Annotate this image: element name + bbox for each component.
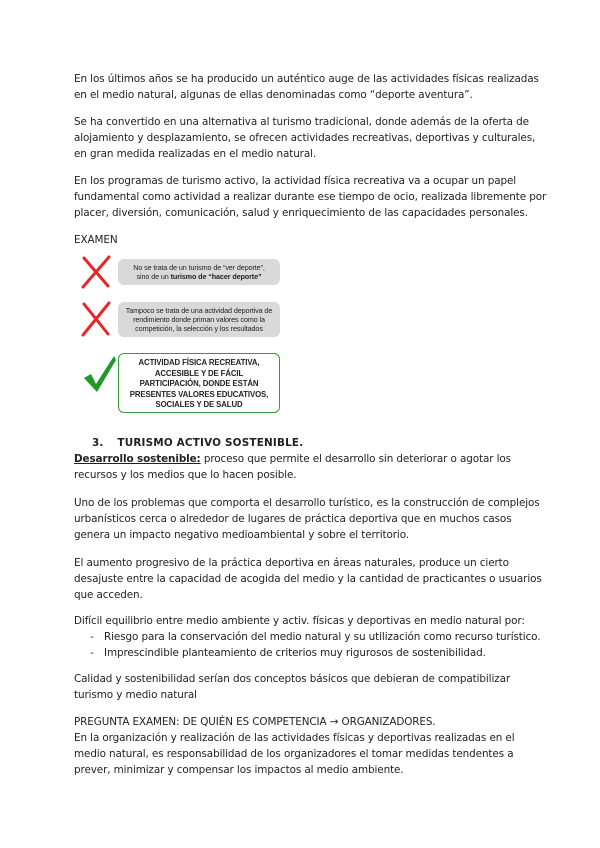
paragraph-alternative: Se ha convertido en una alternativa al turismo tradicional, donde además de la oferta de alojamiento y desplazamiento, se ofrecen actividades recreativas, deportivas y culturales, en gran medida realizadas en el medio natural. xyxy=(74,116,536,160)
list-item: - Imprescindible planteamiento de criterios muy rigurosos de sostenibilidad. xyxy=(74,645,549,661)
wrong-answer-box-1 xyxy=(118,259,280,285)
wrong-text-1c: turismo de “hacer deporte” xyxy=(170,272,262,281)
paragraph-definition xyxy=(74,451,549,483)
paragraph-organizers: En la organización y realización de las actividades físicas y deportivas realizadas en el medio natural, es responsabilidad de los organizadores el tomar medidas tendentes a prever, minimizar y compensar los impactos al medio ambiente. xyxy=(74,732,515,776)
paragraph-balance: Difícil equilibrio entre medio ambiente y activ. físicas y deportivas en medio natural por: xyxy=(74,615,525,627)
cross-icon xyxy=(80,300,112,338)
definition-term: Desarrollo sostenible: xyxy=(74,453,201,465)
paragraph-quality: Calidad y sostenibilidad serían dos conceptos básicos que debieran de compatibilizar turismo y medio natural xyxy=(74,673,511,701)
paragraph-increase: El aumento progresivo de la práctica deportiva en áreas naturales, produce un cierto desajuste entre la capacidad de acogida del medio y la cantidad de practicantes o usuarios que acceden. xyxy=(74,557,542,601)
examen-label: EXAMEN xyxy=(74,234,118,246)
definition-text: proceso que permite el desarrollo sin deteriorar o agotar los recursos y los medios que lo hacen posible. xyxy=(74,453,511,481)
cross-icon xyxy=(80,254,112,290)
wrong-answer-box-2: Tampoco se trata de una actividad deportiva de rendimiento donde priman valores como la competición, la selección y los resultados xyxy=(118,302,280,337)
correct-answer-box: ACTIVIDAD FÍSICA RECREATIVA, ACCESIBLE Y DE FÁCIL PARTICIPACIÓN, DONDE ESTÁN PRESENTES VALORES EDUCATIVOS, SOCIALES Y DE SALUD xyxy=(118,353,280,413)
check-icon xyxy=(82,354,118,394)
paragraph-intro: En los últimos años se ha producido un auténtico auge de las actividades físicas realizadas en el medio natural, algunas de ellas denominadas como “deporte aventura”. xyxy=(74,73,539,101)
wrong-text-1a: No se trata de un turismo de “ver deporte”, xyxy=(133,263,265,272)
section-heading xyxy=(74,435,549,451)
exam-question: PREGUNTA EXAMEN: DE QUIÉN ES COMPETENCIA → ORGANIZADORES. xyxy=(74,716,436,728)
section-number: 3. xyxy=(92,437,104,449)
list-item: - Riesgo para la conservación del medio natural y su utilización como recurso turístico. xyxy=(74,629,549,645)
paragraph-programs: En los programas de turismo activo, la actividad física recreativa va a ocupar un papel fundamental como actividad a realizar durante ese tiempo de ocio, realizada libremente por placer, diversión, comunicación, salud y enriquecimiento de las capacidades personales. xyxy=(74,175,547,219)
balance-list xyxy=(74,629,549,661)
section-title: TURISMO ACTIVO SOSTENIBLE. xyxy=(117,437,304,449)
wrong-text-1b: sino de un xyxy=(136,272,171,281)
paragraph-problems: Uno de los problemas que comporta el desarrollo turístico, es la construcción de complejos urbanísticos cerca o alrededor de lugares de práctica deportiva que en muchos casos genera un impacto negativo medioambiental y sobre el territorio. xyxy=(74,497,540,541)
